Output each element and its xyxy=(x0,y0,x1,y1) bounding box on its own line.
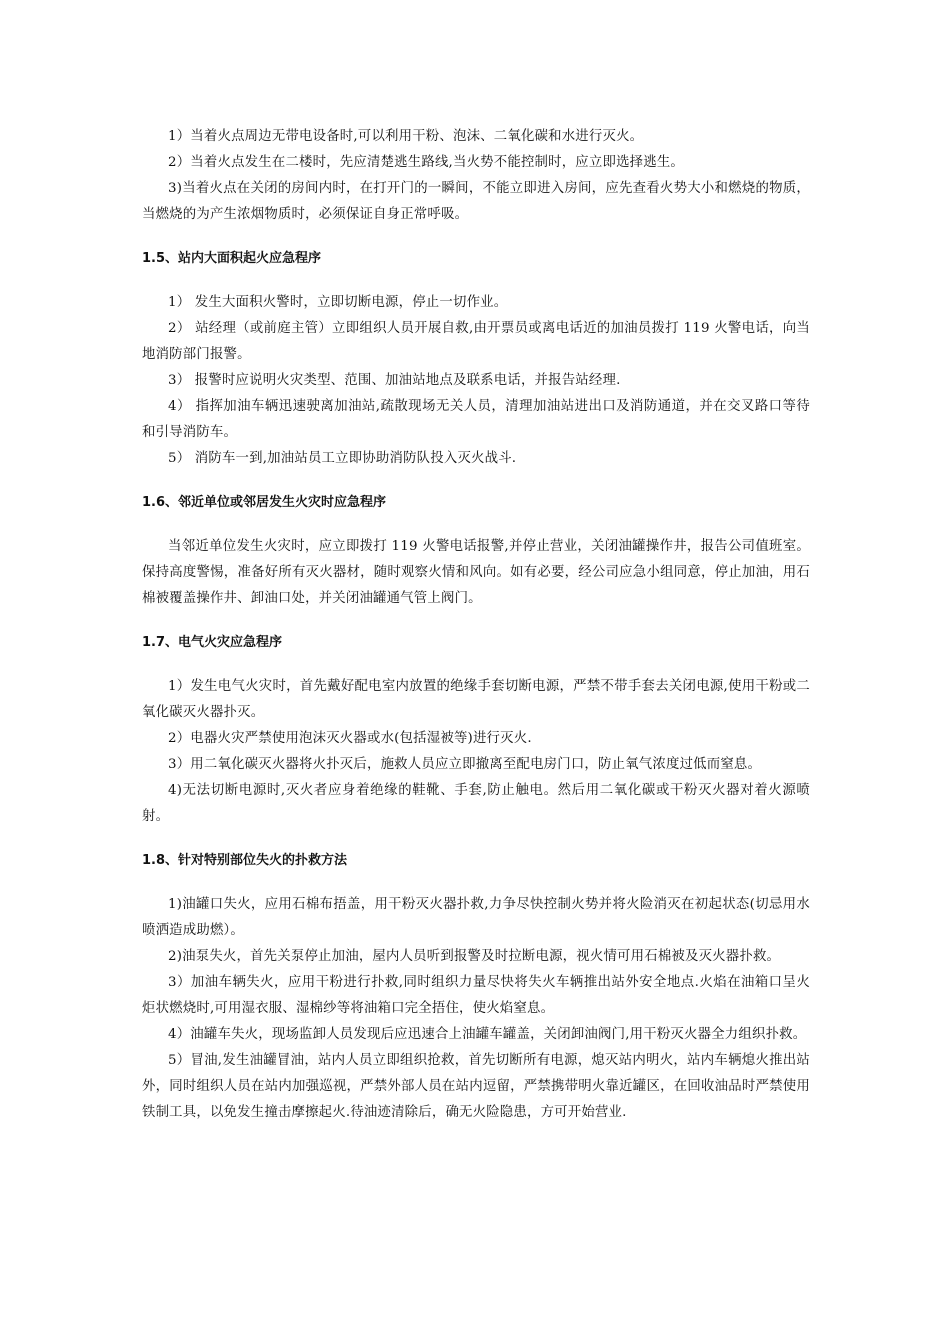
paragraph: 1)油罐口失火，应用石棉布捂盖，用干粉灭火器扑救,力争尽快控制火势并将火险消灭在初起状态(切忌用水喷洒造成助燃）。 xyxy=(142,897,810,938)
paragraph: 3)当着火点在关闭的房间内时，在打开门的一瞬间，不能立即进入房间，应先查看火势大小和燃烧的物质，当燃烧的为产生浓烟物质时，必须保证自身正常呼吸。 xyxy=(142,181,810,222)
document-body xyxy=(142,124,810,1126)
paragraph: 4)无法切断电源时,灭火者应身着绝缘的鞋靴、手套,防止触电。然后用二氧化碳或干粉灭火器对着火源喷射。 xyxy=(142,783,810,824)
section-heading-1-8: 1.8、针对特别部位失火的扑救方法 xyxy=(142,853,348,868)
paragraph: 4）油罐车失火，现场监卸人员发现后应迅速合上油罐车罐盖，关闭卸油阀门,用干粉灭火器全力组织扑救。 xyxy=(168,1027,807,1042)
section-heading-1-6: 1.6、邻近单位或邻居发生火灾时应急程序 xyxy=(142,495,387,510)
paragraph: 1）当着火点周边无带电设备时,可以利用干粉、泡沫、二氧化碳和水进行灭火。 xyxy=(168,129,644,144)
paragraph: 2）电器火灾严禁使用泡沫灭火器或水(包括湿被等)进行灭火. xyxy=(168,731,532,746)
paragraph: 4） 指挥加油车辆迅速驶离加油站,疏散现场无关人员，清理加油站进出口及消防通道，并在交叉路口等待和引导消防车。 xyxy=(142,399,810,440)
section-heading-1-5: 1.5、站内大面积起火应急程序 xyxy=(142,251,322,266)
paragraph: 1）发生电气火灾时，首先戴好配电室内放置的绝缘手套切断电源，严禁不带手套去关闭电源,使用干粉或二氧化碳灭火器扑灭。 xyxy=(142,679,810,720)
paragraph: 5） 消防车一到,加油站员工立即协助消防队投入灭火战斗. xyxy=(168,451,517,466)
paragraph: 1） 发生大面积火警时，立即切断电源，停止一切作业。 xyxy=(168,295,508,310)
paragraph: 当邻近单位发生火灾时，应立即拨打 119 火警电话报警,并停止营业，关闭油罐操作井，报告公司值班室。保持高度警惕，准备好所有灭火器材，随时观察火情和风向。如有必要，经公司应急小组同意，停止加油，用石棉被覆盖操作井、卸油口处，并关闭油罐通气管上阀门。 xyxy=(142,539,810,606)
paragraph: 2） 站经理（或前庭主管）立即组织人员开展自救,由开票员或离电话近的加油员拨打 119 火警电话，向当地消防部门报警。 xyxy=(142,321,810,362)
paragraph: 5）冒油,发生油罐冒油，站内人员立即组织抢救，首先切断所有电源，熄灭站内明火，站内车辆熄火推出站外，同时组织人员在站内加强巡视，严禁外部人员在站内逗留，严禁携带明火靠近罐区，在回收油品时严禁使用铁制工具，以免发生撞击摩擦起火.待油迹清除后，确无火险隐患，方可开始营业. xyxy=(142,1053,810,1120)
paragraph: 3） 报警时应说明火灾类型、范围、加油站地点及联系电话，并报告站经理. xyxy=(168,373,621,388)
paragraph: 3）加油车辆失火，应用干粉进行扑救,同时组织力量尽快将失火车辆推出站外安全地点.火焰在油箱口呈火炬状燃烧时,可用湿衣服、湿棉纱等将油箱口完全捂住，使火焰窒息。 xyxy=(142,975,810,1016)
section-heading-1-7: 1.7、电气火灾应急程序 xyxy=(142,635,283,650)
paragraph: 3）用二氧化碳灭火器将火扑灭后，施救人员应立即撤离至配电房门口，防止氧气浓度过低而窒息。 xyxy=(168,757,762,772)
paragraph: 2）当着火点发生在二楼时，先应清楚逃生路线,当火势不能控制时，应立即选择逃生。 xyxy=(168,155,685,170)
paragraph: 2)油泵失火，首先关泵停止加油，屋内人员听到报警及时拉断电源，视火情可用石棉被及灭火器扑救。 xyxy=(168,949,781,964)
